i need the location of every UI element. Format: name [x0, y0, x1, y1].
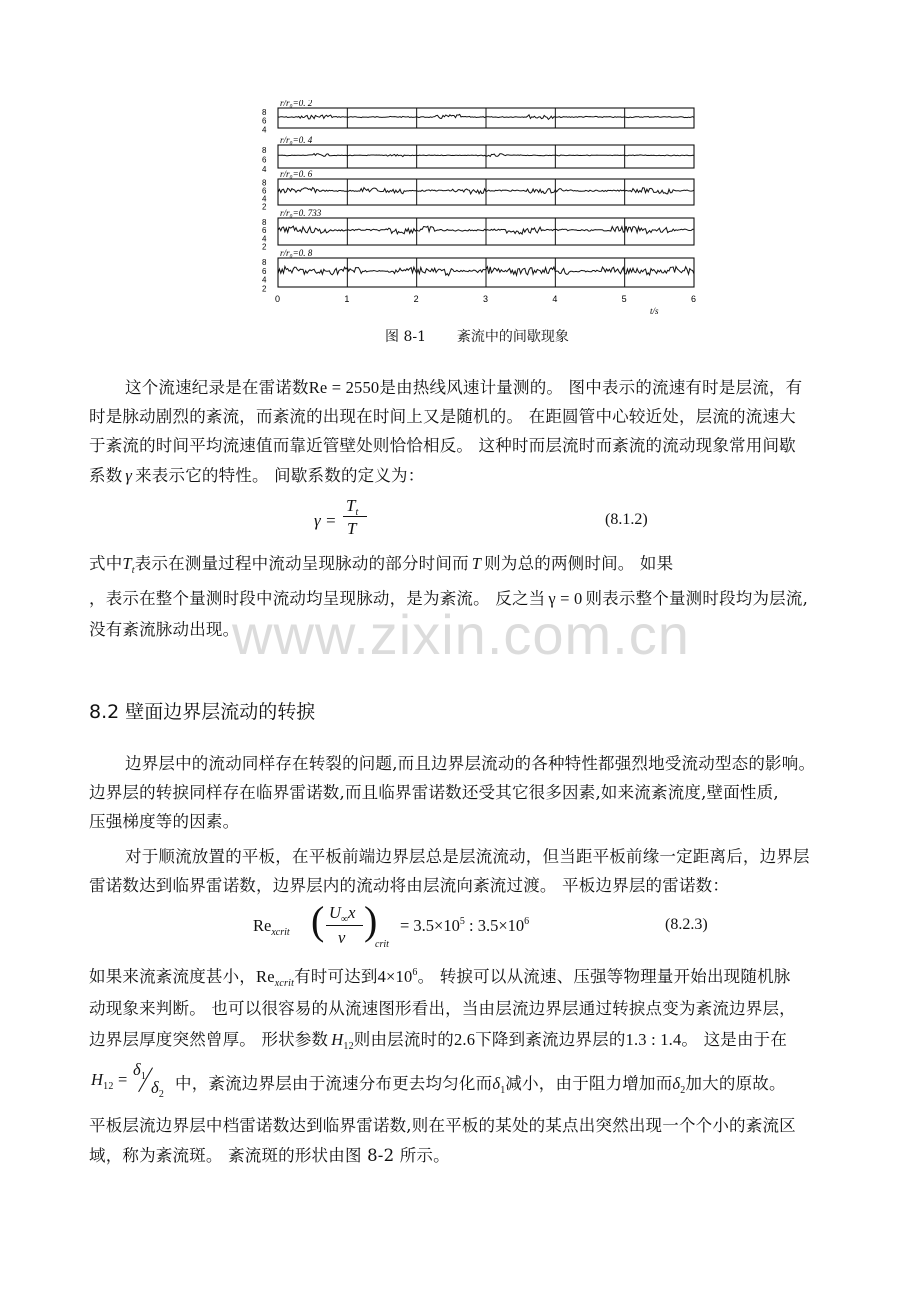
- watermark: www.zixin.com.cn: [232, 603, 690, 666]
- fraction-bar: [326, 925, 363, 926]
- text: 这个流速纪录是在雷诺数: [125, 378, 309, 397]
- y-tick-label: 8: [262, 217, 267, 227]
- delta2-denominator: [151, 1078, 164, 1100]
- text: 1.3 : 1.4: [625, 1030, 682, 1049]
- text: T: [346, 496, 356, 515]
- text: xcrit: [271, 927, 290, 938]
- text: 表示在测量过程中流动呈现脉动的部分时间而: [134, 554, 469, 573]
- paragraph-3-line-1: 边界层中的流动同样存在转裂的问题,而且边界层流动的各种特性都强烈地受流动型态的影响。: [125, 754, 816, 773]
- y-tick-label: 6: [262, 186, 267, 196]
- y-tick-label: 6: [262, 226, 267, 236]
- paragraph-5-line-4: [89, 1060, 889, 1100]
- text: 2: [680, 1085, 686, 1096]
- text: U: [329, 903, 341, 922]
- equation-number: (8.1.2): [605, 511, 648, 528]
- text: 则为总的两侧时间。 如果: [484, 554, 674, 573]
- intermittency-figure: [258, 100, 708, 325]
- text: 边界层厚度突然曾厚。 形状参数: [89, 1030, 329, 1049]
- text: 1: [140, 1071, 147, 1082]
- text: ∞: [340, 914, 349, 925]
- fraction-denominator: ν: [338, 928, 346, 947]
- text: H: [331, 1030, 344, 1049]
- y-tick-label: 2: [262, 202, 267, 212]
- trace-label: r/r₀=0. 4: [280, 135, 313, 145]
- y-tick-label: 8: [262, 145, 267, 155]
- equation-number: (8.2.3): [665, 916, 708, 933]
- text: : 3.5×10: [464, 916, 525, 935]
- right-paren: ): [364, 898, 378, 943]
- text: 则由层流时的: [353, 1030, 454, 1049]
- text: 系数: [89, 466, 123, 485]
- text: =: [118, 1070, 128, 1089]
- text: 5: [459, 916, 465, 927]
- fraction-numerator: [329, 903, 355, 925]
- y-tick-label: 4: [262, 194, 267, 204]
- x-tick-label: 1: [344, 294, 350, 304]
- text: 如果来流紊流度甚小，: [89, 967, 256, 986]
- text: 。 转捩可以从流速、压强等物理量开始出现随机脉: [417, 967, 791, 986]
- figure-caption-number: 图 8-1: [385, 329, 426, 345]
- x-tick-label: 2: [413, 294, 419, 304]
- paragraph-2-line-1: [89, 550, 673, 576]
- trace-label: r/r₀=0. 2: [280, 100, 313, 108]
- paragraph-5-line-3: [89, 1026, 787, 1052]
- text: H: [91, 1070, 104, 1089]
- paragraph-1-line-4: [89, 462, 424, 486]
- y-tick-label: 4: [262, 165, 267, 175]
- paragraph-3-line-2: 边界层的转捩同样存在临界雷诺数,而且临界雷诺数还受其它很多因素,如来流紊流度,壁面性质,: [89, 783, 779, 802]
- x-tick-label: 0: [275, 294, 281, 304]
- y-tick-label: 8: [262, 258, 267, 268]
- paragraph-2-line-3: 没有紊流脉动出现。: [89, 620, 240, 639]
- y-tick-label: 4: [262, 234, 267, 244]
- fraction-denominator: T: [347, 519, 357, 538]
- text: 式中: [89, 554, 123, 573]
- paragraph-5-line-5: 平板层流边界层中档雷诺数达到临界雷诺数,则在平板的某处的某点出突然出现一个个小的紊流区: [89, 1116, 796, 1135]
- text: T: [122, 554, 132, 573]
- left-paren: (: [311, 898, 325, 943]
- h12-symbol: [91, 1070, 114, 1092]
- text: δ: [492, 1074, 501, 1093]
- text: δ: [133, 1060, 141, 1079]
- text: 来表示它的特性。 间歇系数的定义为：: [135, 466, 425, 485]
- x-tick-label: 5: [621, 294, 627, 304]
- y-tick-label: 8: [262, 178, 267, 188]
- gamma-zero: γ = 0: [548, 589, 583, 608]
- text: 1: [500, 1085, 506, 1096]
- paragraph-1-line-1: [125, 374, 802, 398]
- equation-lhs: γ =: [314, 511, 337, 530]
- y-tick-label: 4: [262, 125, 267, 135]
- equation-rhs: [400, 916, 529, 936]
- text: Re: [253, 916, 272, 935]
- section-heading: 8.2 壁面边界层流动的转捩: [89, 701, 316, 723]
- text: Re: [256, 967, 275, 986]
- fraction-numerator: [346, 496, 358, 518]
- gamma-symbol: γ: [125, 466, 133, 485]
- text: xcrit: [274, 978, 295, 989]
- y-tick-label: 6: [262, 266, 267, 276]
- text: 则表示整个量测时段均为层流,: [585, 589, 809, 608]
- text: 。 这是由于在: [681, 1030, 788, 1049]
- text: 6: [412, 967, 418, 978]
- text: 2: [158, 1089, 165, 1100]
- text: 2.6: [453, 1030, 476, 1049]
- equation-8-2-3: [253, 899, 583, 955]
- paragraph-4-line-1: 对于顺流放置的平板，在平板前端边界层总是层流流动，但当距平板前缘一定距离后，边界层: [125, 847, 810, 866]
- paragraph-1-line-3: 于紊流的时间平均流速值而靠近管壁处则恰恰相反。 这种时而层流时而紊流的流动现象常用间歇: [89, 436, 796, 455]
- text: x: [348, 903, 356, 922]
- equation-lhs: [253, 916, 290, 938]
- trace-label: r/r₀=0. 8: [280, 248, 313, 258]
- text: 减小，由于阻力增加而: [505, 1074, 673, 1093]
- trace-label: r/r₀=0. 6: [280, 169, 313, 179]
- text: [175, 1070, 786, 1096]
- text: 4×10: [377, 967, 413, 986]
- text: 6: [524, 916, 530, 927]
- y-tick-label: 2: [262, 242, 267, 252]
- y-tick-label: 4: [262, 275, 267, 285]
- paren-subscript: crit: [375, 939, 389, 950]
- text: 加大的原故。: [685, 1074, 786, 1093]
- text: 下降到紊流边界层的: [475, 1030, 626, 1049]
- fraction-bar: [343, 516, 367, 517]
- paragraph-2-line-2: [89, 585, 808, 609]
- paragraph-4-line-2: 雷诺数达到临界雷诺数，边界层内的流动将由层流向紊流过渡。 平板边界层的雷诺数：: [89, 876, 730, 895]
- text: 中，紊流边界层由于流速分布更去均匀化而: [175, 1074, 493, 1093]
- text: δ: [672, 1074, 681, 1093]
- x-tick-label: 4: [552, 294, 558, 304]
- text: 是由热线风速计量测的。 图中表示的流速有时是层流，有: [379, 378, 803, 397]
- text: 有时可达到: [294, 967, 378, 986]
- trace-label: r/r₀=0. 733: [280, 208, 322, 218]
- text: t: [355, 507, 359, 518]
- paragraph-3-line-3: 压强梯度等的因素。: [89, 812, 240, 831]
- figure-caption-text: 紊流中的间歇现象: [456, 329, 569, 345]
- y-tick-label: 6: [262, 116, 267, 126]
- paragraph-5-line-1: [89, 963, 790, 989]
- text: δ: [151, 1078, 159, 1097]
- text: = 3.5×10: [400, 916, 460, 935]
- y-tick-label: 8: [262, 108, 267, 118]
- text: ，表示在整个量测时段中流动均呈现脉动，是为紊流。 反之当: [89, 589, 546, 608]
- y-tick-label: 2: [262, 284, 267, 294]
- x-axis-label: t/s: [650, 306, 659, 316]
- text: t: [131, 565, 135, 576]
- figure-caption: [385, 326, 569, 346]
- text: T: [471, 554, 482, 573]
- paragraph-5-line-6: 域，称为紊流斑。 紊流斑的形状由图 8-2 所示。: [89, 1146, 450, 1165]
- paragraph-1-line-2: 时是脉动剧烈的紊流，而紊流的出现在时间上又是随机的。 在距圆管中心较近处，层流的流速大: [89, 407, 796, 426]
- text: 12: [343, 1041, 354, 1052]
- reynolds-value: Re = 2550: [308, 378, 380, 397]
- text: 12: [103, 1081, 114, 1092]
- y-tick-label: 6: [262, 155, 267, 165]
- x-tick-label: 3: [483, 294, 489, 304]
- paragraph-5-line-2: 动现象来判断。 也可以很容易的从流速图形看出，当由层流边界层通过转捩点变为紊流边界层，: [89, 999, 796, 1018]
- x-tick-label: 6: [691, 294, 697, 304]
